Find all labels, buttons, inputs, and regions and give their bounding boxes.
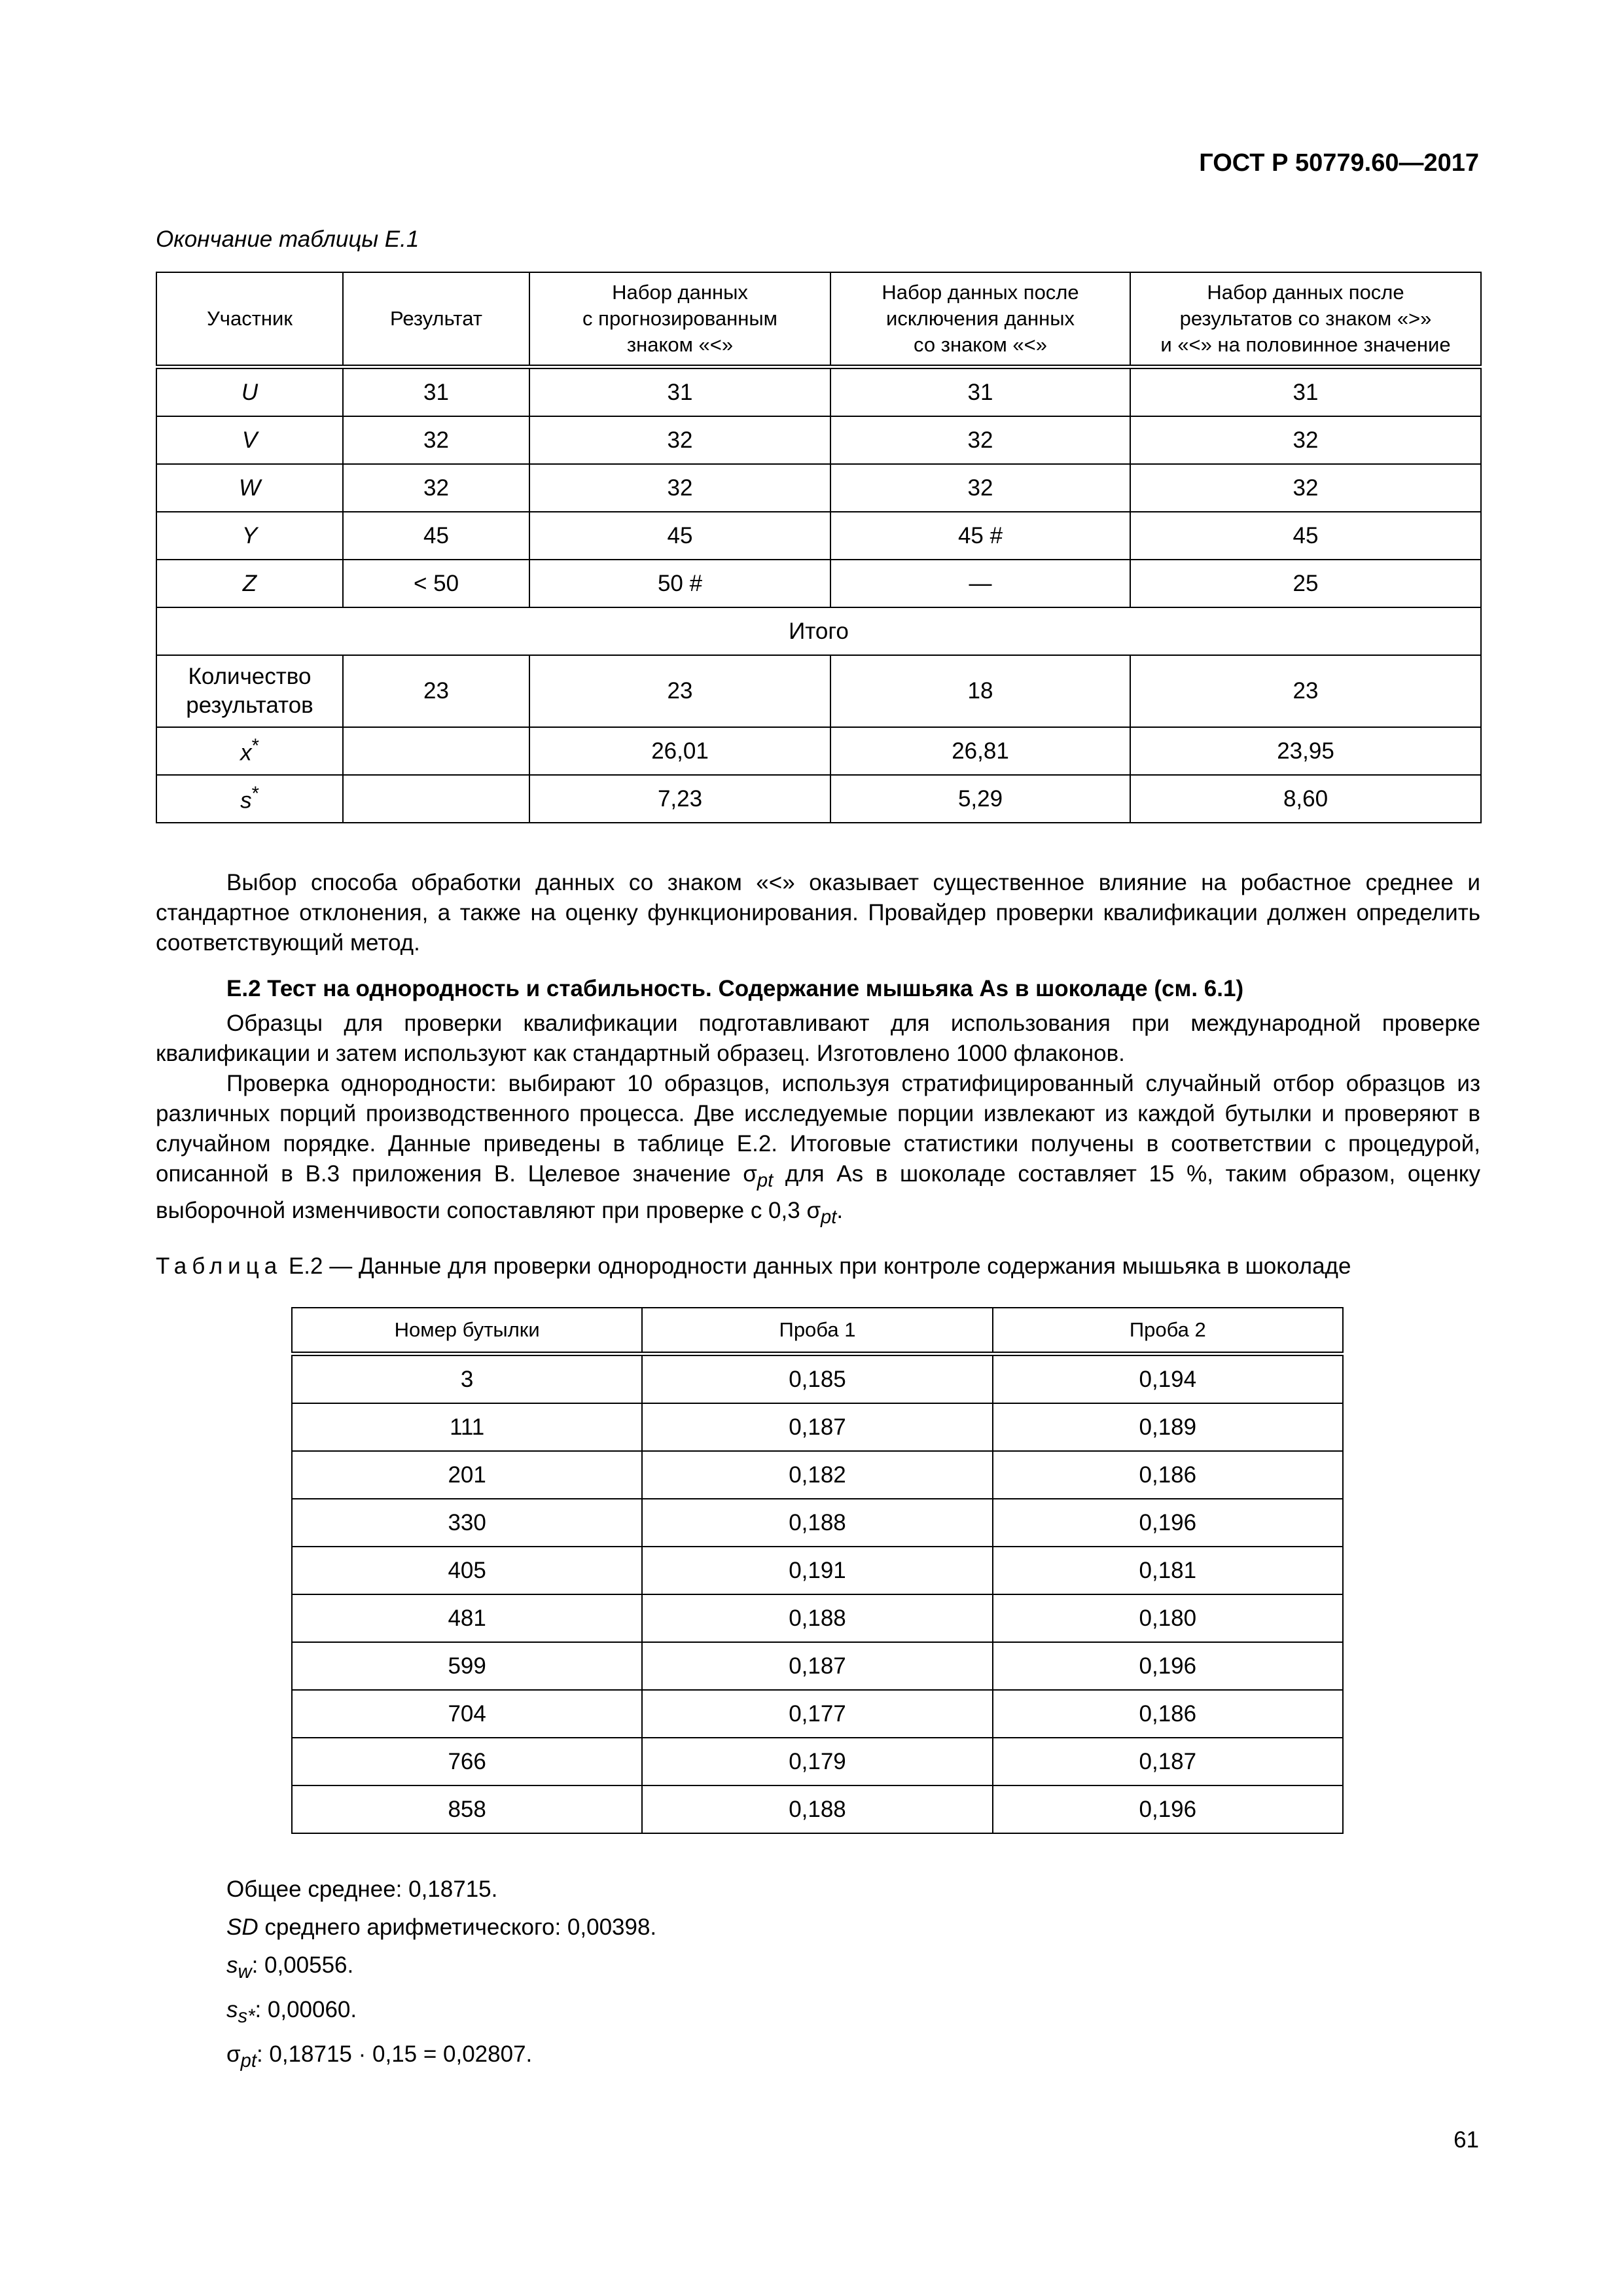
- paragraph-1: Выбор способа обработки данных со знаком «<» оказывает существенное влияние на робастное среднее и стандартное отклонения, а также на оценку функционирования. Провайдер проверки квалификации должен определить соответствующий метод.: [156, 870, 1480, 956]
- table-cell: 32: [343, 416, 529, 464]
- table-cell: 0,196: [993, 1785, 1343, 1833]
- column-header: Номер бутылки: [292, 1308, 642, 1354]
- paragraph-2: Образцы для проверки квалификации подготавливают для использования при международной проверке квалификации и затем используют как стандартный образец. Изготовлено 1000 флаконов.: [156, 1011, 1480, 1066]
- sigma-symbol: σ: [806, 1198, 821, 1223]
- sw-subscript: w: [238, 1962, 252, 1982]
- table-row: [292, 1403, 1343, 1451]
- table-cell: 32: [529, 416, 830, 464]
- table-caption-text: Е.2 — Данные для проверки однородности данных при контроле содержания мышьяка в шоколаде: [282, 1253, 1351, 1279]
- table-cell: Z: [156, 560, 343, 607]
- symbol-s: s: [240, 787, 252, 814]
- section-heading-e2: Е.2 Тест на однородность и стабильность. Содержание мышьяка As в шоколаде (см. 6.1): [226, 976, 1244, 1001]
- table-cell: 0,191: [642, 1547, 992, 1594]
- table-cell: 25: [1130, 560, 1481, 607]
- table-cell: 45: [1130, 512, 1481, 560]
- table-cell: 23,95: [1130, 727, 1481, 775]
- table-cell: 32: [529, 464, 830, 512]
- table-cell: V: [156, 416, 343, 464]
- table-cell: 599: [292, 1642, 642, 1690]
- table-cell: 18: [830, 655, 1130, 727]
- table-cell: [343, 775, 529, 823]
- column-header: Проба 1: [642, 1308, 992, 1354]
- summary-statistics: [226, 1871, 656, 2080]
- table-row: [292, 1594, 1343, 1642]
- table-row: [292, 1547, 1343, 1594]
- paragraph-3-text-b: для As в шоколаде составляет 15 %, таким образом, оценку выборочной изменчивости сопоставляют при проверке с 0,3: [156, 1161, 1480, 1223]
- robust-mean-row: [156, 727, 1481, 775]
- table-cell: 3: [292, 1354, 642, 1404]
- paragraph-3-text-c: .: [836, 1198, 844, 1223]
- table-row: [292, 1499, 1343, 1547]
- table-cell: 31: [529, 367, 830, 417]
- table-cell: 23: [529, 655, 830, 727]
- table-cell: 0,185: [642, 1354, 992, 1404]
- sd-mean-line: [226, 1909, 656, 1946]
- column-header: Набор данных после исключения данных со знаком «<»: [830, 272, 1130, 367]
- table-e2-caption: [156, 1253, 1351, 1280]
- sigma-symbol: σ: [743, 1161, 757, 1187]
- table-row: [292, 1642, 1343, 1690]
- table-header-row: [292, 1308, 1343, 1354]
- table-cell: 32: [830, 464, 1130, 512]
- sd-value: среднего арифметического: 0,00398.: [258, 1914, 657, 1940]
- total-label: Итого: [156, 607, 1481, 655]
- table-cell: 31: [343, 367, 529, 417]
- table-cell: 0,186: [993, 1451, 1343, 1499]
- table-cell: 45: [343, 512, 529, 560]
- table-cell: 0,180: [993, 1594, 1343, 1642]
- table-e1-end: [156, 272, 1482, 823]
- table-cell: 481: [292, 1594, 642, 1642]
- table-row: [292, 1738, 1343, 1785]
- table-cell: 0,196: [993, 1642, 1343, 1690]
- table-cell: 201: [292, 1451, 642, 1499]
- sw-line: [226, 1946, 656, 1991]
- table-cell: 858: [292, 1785, 642, 1833]
- table-row: [292, 1690, 1343, 1738]
- document-code: ГОСТ Р 50779.60—2017: [1199, 149, 1479, 177]
- count-row: [156, 655, 1481, 727]
- table-cell: 23: [1130, 655, 1481, 727]
- table-cell: 0,189: [993, 1403, 1343, 1451]
- column-header: Набор данных с прогнозированным знаком «<»: [529, 272, 830, 367]
- table-cell: 45 #: [830, 512, 1130, 560]
- superscript-star: *: [251, 783, 259, 805]
- table-cell: Y: [156, 512, 343, 560]
- ss-subscript: s*: [238, 2006, 255, 2027]
- symbol-x: x: [240, 740, 252, 766]
- table-cell: 0,196: [993, 1499, 1343, 1547]
- table-cell: 0,186: [993, 1690, 1343, 1738]
- table-row: [156, 512, 1481, 560]
- table-row: [156, 367, 1481, 417]
- table-cell: 330: [292, 1499, 642, 1547]
- table-cell: 31: [1130, 367, 1481, 417]
- sigma-pt-value: : 0,18715 · 0,15 = 0,02807.: [256, 2041, 533, 2067]
- sigma-symbol: σ: [226, 2041, 241, 2067]
- sigma-pt-subscript: pt: [240, 2051, 257, 2072]
- table-cell: W: [156, 464, 343, 512]
- table-row: [292, 1354, 1343, 1404]
- table-cell: —: [830, 560, 1130, 607]
- table-cell: 0,187: [642, 1403, 992, 1451]
- table-cell: [343, 727, 529, 775]
- table-cell: 0,179: [642, 1738, 992, 1785]
- column-header: Набор данных после результатов со знаком «>» и «<» на половинное значение: [1130, 272, 1481, 367]
- table-cell: 8,60: [1130, 775, 1481, 823]
- table-cell: 704: [292, 1690, 642, 1738]
- table-cell: 0,182: [642, 1451, 992, 1499]
- ss-symbol: s: [226, 1997, 238, 2022]
- robust-sd-row: [156, 775, 1481, 823]
- table-cell: [156, 775, 343, 823]
- sw-value: : 0,00556.: [251, 1952, 354, 1978]
- table-cell: 0,188: [642, 1785, 992, 1833]
- table-e2: [291, 1307, 1344, 1834]
- table-cell: 26,81: [830, 727, 1130, 775]
- ss-value: : 0,00060.: [255, 1997, 357, 2022]
- table-cell: 0,194: [993, 1354, 1343, 1404]
- table-row: [292, 1785, 1343, 1833]
- paragraph-3-text-a: Проверка однородности: выбирают 10 образцов, используя стратифицированный случайный отбор образцов из различных порций производственного процесса. Две исследуемые порции извлекают из каждой бутылки и проверяют в случайном порядке. Данные приведены в таблице Е.2. Итоговые статистики получены в соответствии с процедурой, описанной в В.3 приложения В. Целевое значение: [156, 1071, 1480, 1187]
- table-cell: 45: [529, 512, 830, 560]
- table-continuation-caption: Окончание таблицы Е.1: [156, 226, 419, 252]
- sigma-pt-line: [226, 2036, 656, 2080]
- table-cell: 111: [292, 1403, 642, 1451]
- subscript-pt: pt: [757, 1170, 774, 1191]
- table-cell: 0,188: [642, 1594, 992, 1642]
- column-header: Участник: [156, 272, 343, 367]
- table-cell: [156, 727, 343, 775]
- table-cell: 31: [830, 367, 1130, 417]
- overall-mean-line: Общее среднее: 0,18715.: [226, 1876, 498, 1902]
- total-row: [156, 607, 1481, 655]
- table-cell: 5,29: [830, 775, 1130, 823]
- table-row: [156, 416, 1481, 464]
- table-cell: 0,177: [642, 1690, 992, 1738]
- table-header-row: [156, 272, 1481, 367]
- table-cell: U: [156, 367, 343, 417]
- table-cell: < 50: [343, 560, 529, 607]
- table-row: [292, 1451, 1343, 1499]
- table-cell: 0,188: [642, 1499, 992, 1547]
- subscript-pt: pt: [821, 1207, 837, 1228]
- table-cell: 7,23: [529, 775, 830, 823]
- table-label: Таблица: [156, 1253, 283, 1279]
- table-cell: 50 #: [529, 560, 830, 607]
- table-cell: 32: [830, 416, 1130, 464]
- sw-symbol: s: [226, 1952, 238, 1978]
- superscript-star: *: [251, 736, 259, 757]
- table-row: [156, 560, 1481, 607]
- page-number: 61: [1454, 2127, 1479, 2153]
- table-cell: 26,01: [529, 727, 830, 775]
- table-cell: 32: [1130, 416, 1481, 464]
- table-cell: 32: [343, 464, 529, 512]
- table-cell: 766: [292, 1738, 642, 1785]
- table-row: [156, 464, 1481, 512]
- table-cell: 405: [292, 1547, 642, 1594]
- column-header: Проба 2: [993, 1308, 1343, 1354]
- table-cell: 0,187: [642, 1642, 992, 1690]
- ss-line: [226, 1991, 656, 2036]
- sd-label: SD: [226, 1914, 259, 1940]
- table-cell: 23: [343, 655, 529, 727]
- column-header: Результат: [343, 272, 529, 367]
- table-cell: 32: [1130, 464, 1481, 512]
- table-cell: Количество результатов: [156, 655, 343, 727]
- table-cell: 0,181: [993, 1547, 1343, 1594]
- table-cell: 0,187: [993, 1738, 1343, 1785]
- paragraph-3: [156, 1069, 1480, 1232]
